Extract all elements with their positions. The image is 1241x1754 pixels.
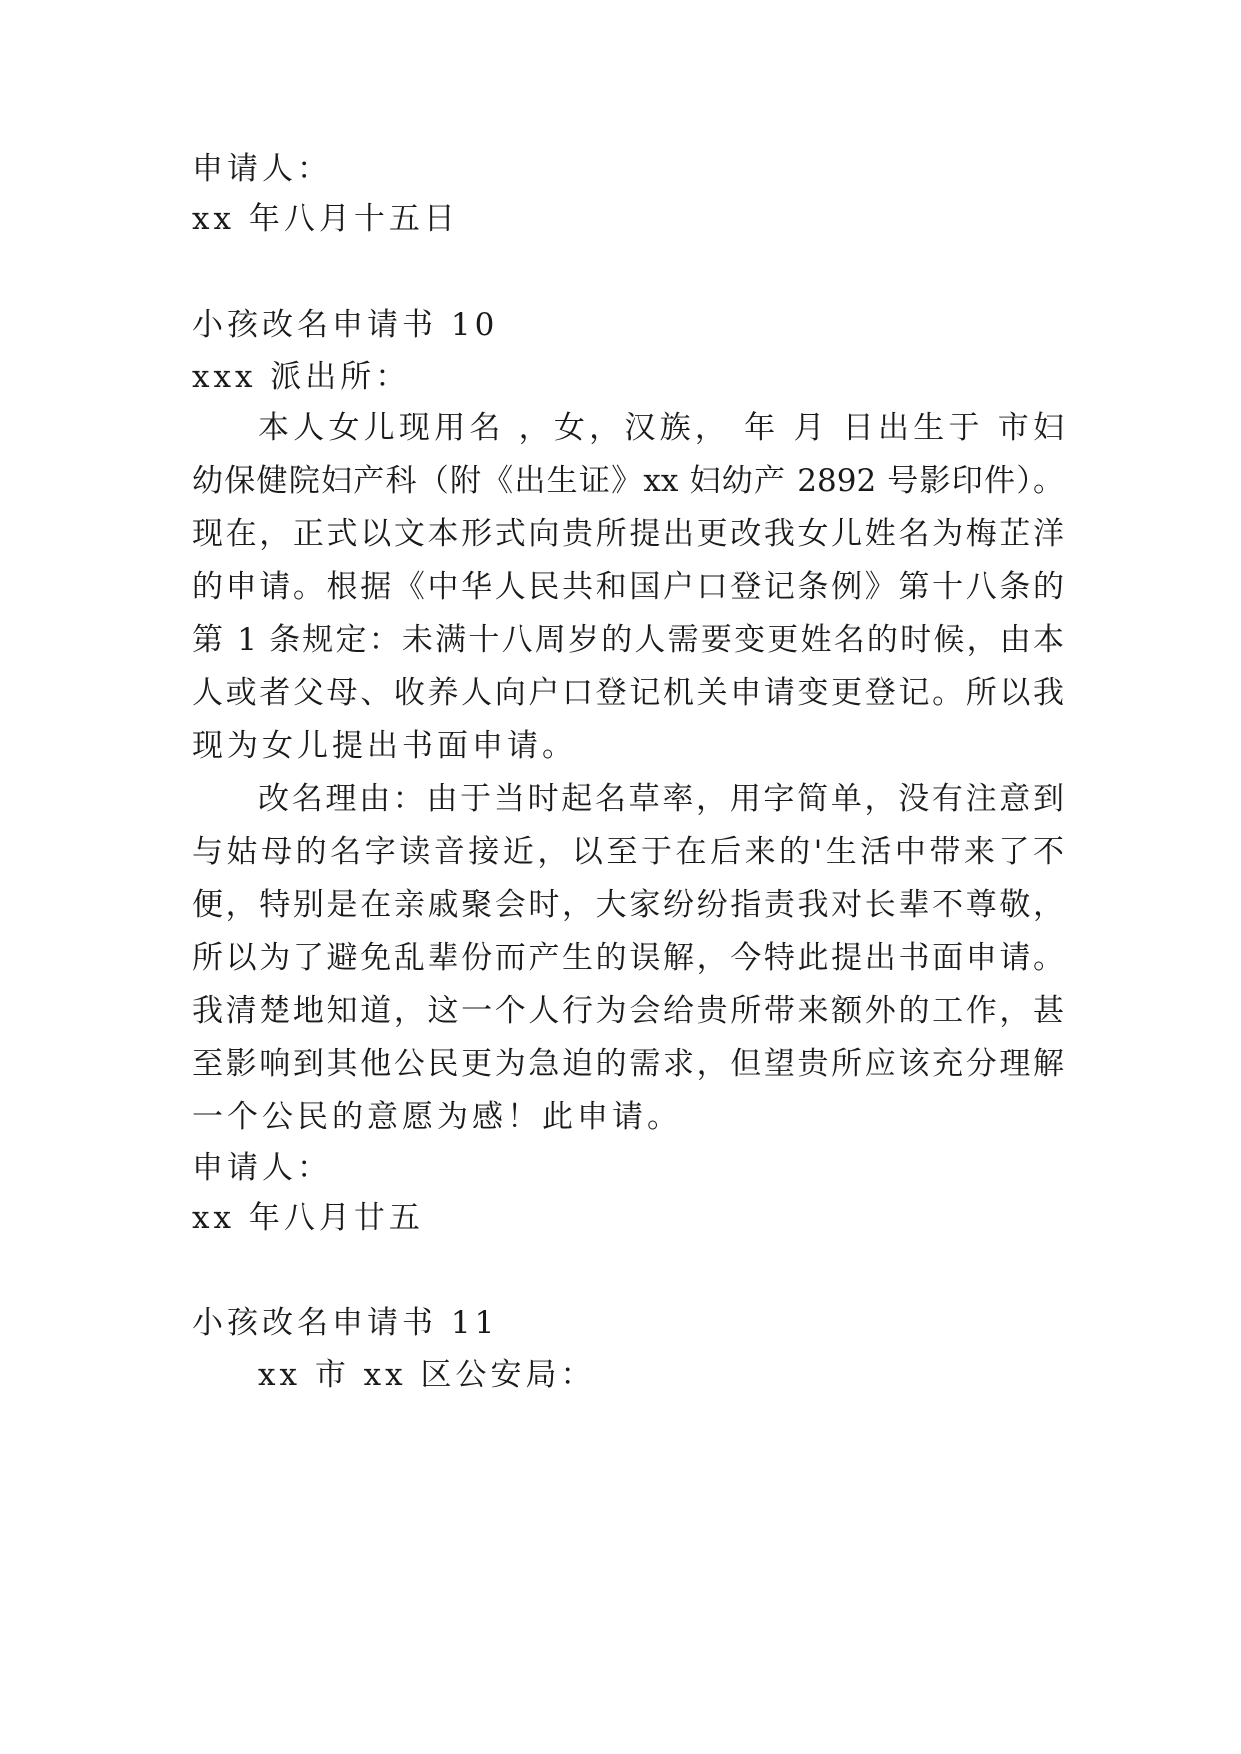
application-date: xx 年八月廿五	[192, 1200, 424, 1236]
paragraph-line: 我清楚地知道，这一个人行为会给贵所带来额外的工作，甚	[192, 993, 1064, 1029]
applicant-label: 申请人：	[192, 1150, 332, 1186]
paragraph-line: 至影响到其他公民更为急迫的需求，但望贵所应该充分理解	[192, 1046, 1064, 1082]
paragraph-line: 便，特别是在亲戚聚会时，大家纷纷指责我对长辈不尊敬，	[192, 887, 1064, 923]
paragraph-line: 幼保健院妇产科（附《出生证》xx 妇幼产 2892 号影印件）。	[192, 463, 1064, 499]
paragraph-line: 现在，正式以文本形式向贵所提出更改我女儿姓名为梅芷洋	[192, 516, 1064, 552]
paragraph-line: 本人女儿现用名 ，女，汉族， 年 月 日出生于 市妇	[258, 410, 1064, 446]
section-title: 小孩改名申请书 10	[192, 307, 499, 343]
paragraph-line: 第 1 条规定：未满十八周岁的人需要变更姓名的时候，由本	[192, 622, 1064, 658]
applicant-label: 申请人：	[192, 151, 332, 187]
paragraph-line: 一个公民的意愿为感！此申请。	[192, 1099, 682, 1135]
addressee: xxx 派出所：	[192, 359, 411, 395]
paragraph-line: 现为女儿提出书面申请。	[192, 728, 577, 764]
section-title: 小孩改名申请书 11	[192, 1305, 499, 1341]
paragraph-line: 人或者父母、收养人向户口登记机关申请变更登记。所以我	[192, 675, 1064, 711]
paragraph-line: 的申请。根据《中华人民共和国户口登记条例》第十八条的	[192, 569, 1064, 605]
paragraph-line: 与姑母的名字读音接近，以至于在后来的'生活中带来了不	[192, 834, 1064, 870]
paragraph-line: 改名理由：由于当时起名草率，用字简单，没有注意到	[258, 781, 1064, 817]
application-date: xx 年八月十五日	[192, 201, 459, 237]
paragraph-line: 所以为了避免乱辈份而产生的误解，今特此提出书面申请。	[192, 940, 1064, 976]
document-page	[192, 0, 1064, 1754]
addressee: xx 市 xx 区公安局：	[258, 1357, 596, 1393]
